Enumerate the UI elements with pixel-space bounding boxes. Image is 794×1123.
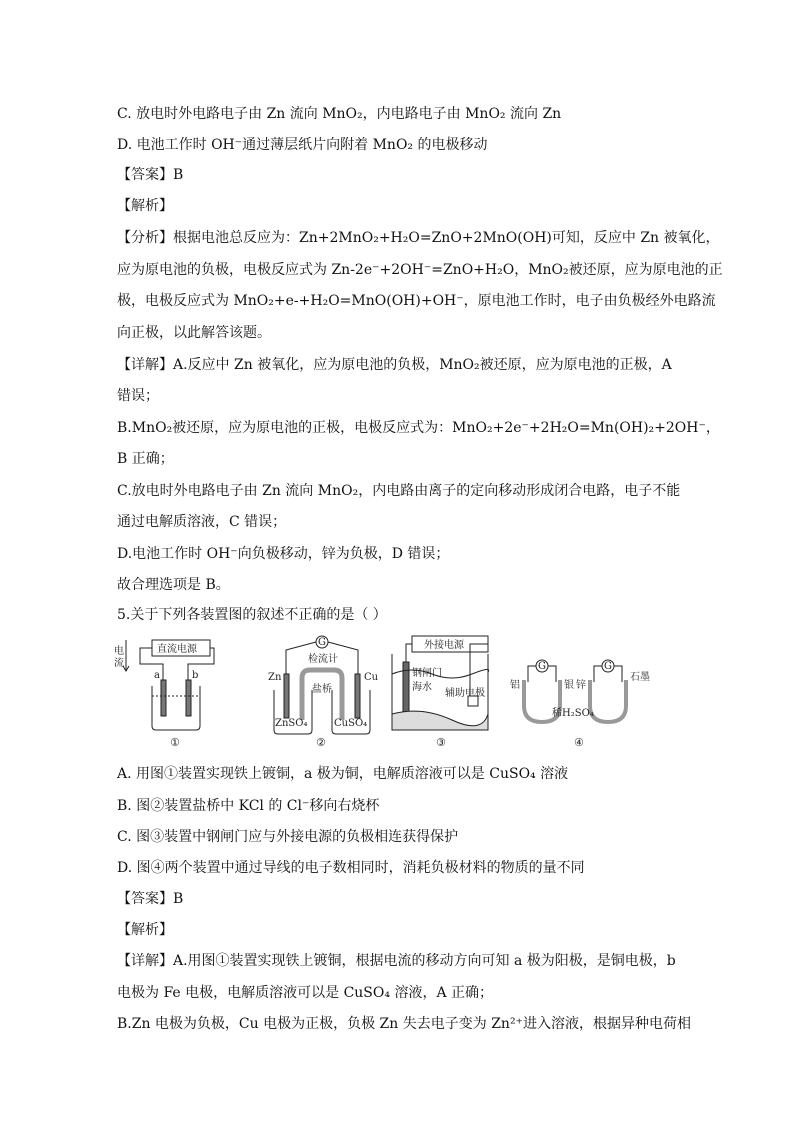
text-line: D. 图④两个装置中通过导线的电子数相同时，消耗负极材料的物质的量不同 [117,860,585,876]
fig4-number: ④ [574,736,584,749]
fig4-acid-label: 稀H₂SO₄ [552,708,594,719]
fig3-sea-label: 海水 [412,682,432,693]
fig2-galvanometer-label: G [318,637,326,648]
fig4-wire-al [528,666,536,682]
fig2-zn-label: Zn [268,672,282,683]
text-line: 【详解】A.用图①装置实现铁上镀铜，根据电流的移动方向可知 a 极为阳极，是铜电极，b [117,953,676,969]
text-line: 通过电解质溶液，C 错误； [117,514,287,530]
fig1-electrode-a [161,680,166,716]
fig2-znso4-label: ZnSO₄ [275,718,308,729]
text-line: 电极为 Fe 电极，电解质溶液可以是 CuSO₄ 溶液，A 正确； [117,985,494,1001]
fig3-gate-label: 钢闸门 [412,668,442,679]
fig2-cu-electrode [355,674,360,718]
text-line: 【答案】B [117,167,184,183]
text-line: 故合理选项是 B。 [117,577,230,593]
figure-3-sea-gate [392,636,489,749]
fig2-cuso4-label: CuSO₄ [334,718,368,729]
fig3-wire-left [406,644,412,664]
fig1-current-label-2: 流 [114,658,124,669]
fig4-al-label: 铝 [510,680,520,691]
text-line: 【解析】 [117,198,173,214]
text-line: A. 用图①装置实现铁上镀铜，a 极为铜，电解质溶液可以是 CuSO₄ 溶液 [117,766,569,782]
fig1-source-label: 直流电源 [157,644,197,655]
fig1-electrode-b [186,680,191,716]
fig1-electrode-a-label: a [154,670,160,681]
fig3-seabed [392,711,488,730]
text-line: B.Zn 电极为负极，Cu 电极为正极，负极 Zn 失去电子变为 Zn²⁺进入溶液，根据异种电荷相 [117,1016,691,1032]
fig1-current-label-1: 电 [114,646,124,657]
text-line: 极，电极反应式为 MnO₂+e-+H₂O=MnO(OH)+OH⁻，原电池工作时，电子由负极经外电路流 [117,293,716,309]
fig2-meter-label: 检流计 [308,654,338,665]
fig2-cu-label: Cu [364,672,379,683]
fig4-wire-ag [548,666,556,682]
apparatus-figures [112,634,672,750]
fig1-electrode-b-label: b [192,670,199,681]
fig4-utube-right [590,680,626,722]
text-line: 【解析】 [117,922,173,938]
text-line: 向正极，以此解答该题。 [117,325,271,341]
text-line: 应为原电池的负极，电极反应式为 Zn-2e⁻+2OH⁻=ZnO+H₂O，MnO₂被还原，应为原电池的正 [117,262,723,278]
figure-2-salt-bridge [268,636,379,749]
fig2-bridge-label: 盐桥 [312,684,332,695]
figure-4-u-tubes [510,660,650,749]
text-line: 5.关于下列各装置图的叙述不正确的是（ ） [117,607,387,623]
fig3-number: ③ [436,736,446,749]
fig4-graphite-label: 石墨 [630,672,650,683]
fig4-wire-zn [594,666,602,682]
fig4-g-left-label: G [538,661,546,672]
fig3-aux-label: 辅助电极 [445,688,485,699]
text-line: B. 图②装置盐桥中 KCl 的 Cl⁻移向右烧杯 [117,798,380,814]
fig2-number: ② [316,736,326,749]
text-line: C.放电时外电路电子由 Zn 流向 MnO₂，内电路由离子的定向移动形成闭合电路，电子不能 [117,483,681,499]
fig4-ag-label: 银 [564,680,574,691]
text-line: 【答案】B [117,891,184,907]
text-line: D. 电池工作时 OH⁻通过薄层纸片向附着 MnO₂ 的电极移动 [117,137,488,153]
text-line: 【详解】A.反应中 Zn 被氧化，应为原电池的负极，MnO₂被还原，应为原电池的正极，A [117,357,672,373]
figure-1-electroplating [114,640,214,749]
text-line: B 正确； [117,451,174,467]
fig4-zn-label: 锌 [576,680,586,691]
fig2-salt-bridge [302,670,342,720]
text-line: C. 图③装置中钢闸门应与外接电源的负极相连获得保护 [117,829,459,845]
text-line: D.电池工作时 OH⁻向负极移动，锌为负极，D 错误； [117,546,450,562]
text-line: 【分析】根据电池总反应为：Zn+2MnO₂+H₂O=ZnO+2MnO(OH)可知，反应中 Zn 被氧化， [117,230,720,246]
fig2-zn-electrode [284,674,289,718]
fig4-wire-c [614,666,622,682]
fig1-beaker [152,686,200,730]
text-line: B.MnO₂被还原，应为原电池的正极，电极反应式为：MnO₂+2e⁻+2H₂O=Mn(OH)₂+2OH⁻， [117,420,720,436]
text-line: 错误； [117,388,159,404]
fig4-g-right-label: G [604,661,612,672]
fig3-source-label: 外接电源 [424,640,464,651]
apparatus-svg [112,634,672,750]
fig1-number: ① [170,736,180,749]
text-line: C. 放电时外电路电子由 Zn 流向 MnO₂，内电路电子由 MnO₂ 流向 Zn [117,106,562,122]
